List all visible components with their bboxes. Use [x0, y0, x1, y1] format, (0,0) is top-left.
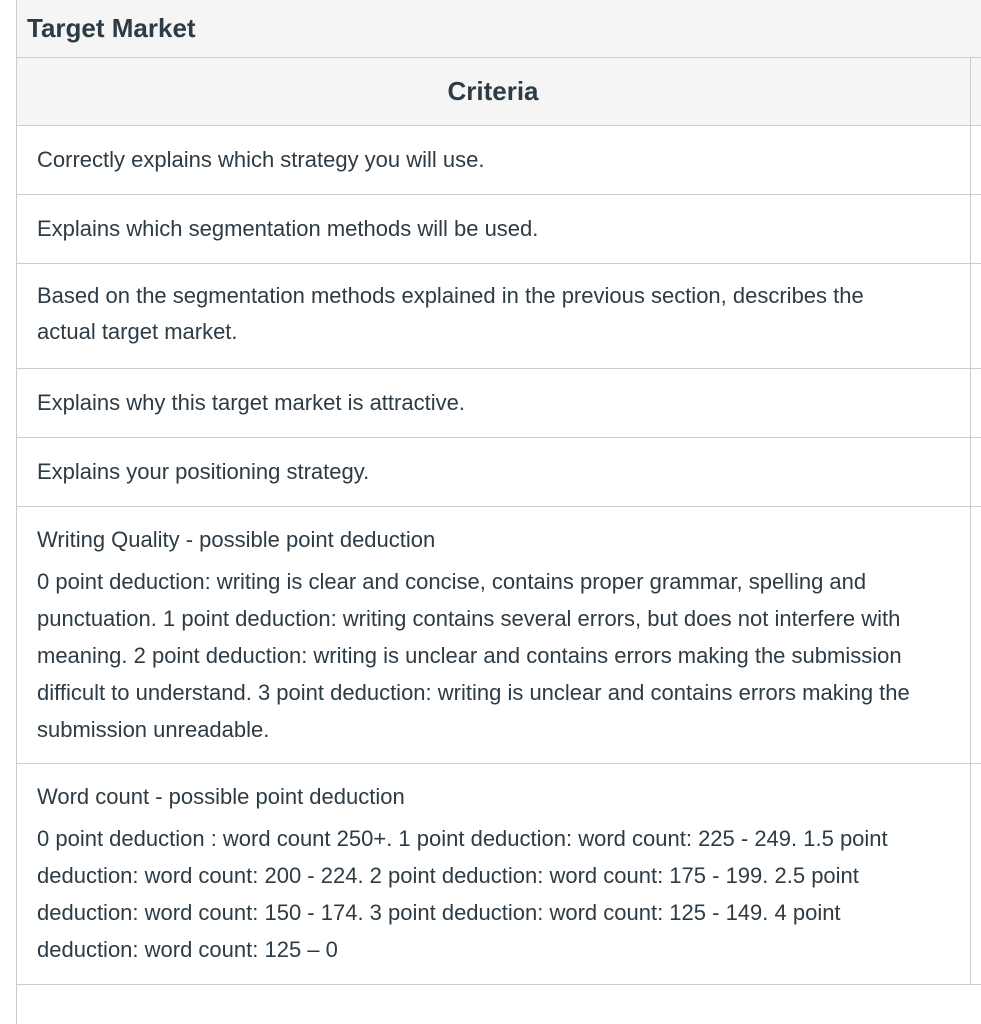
criterion-row-writing-quality [17, 507, 981, 764]
rubric-header-row [17, 58, 981, 126]
criterion-long-description: 0 point deduction : word count 250+. 1 point deduction: word count: 225 - 249. 1.5 point deduction: word count: 200 - 224. 2 point deduction: word count: 175 - 199. 2.5 point deduction: word count: 150 - 174. 3 point deduction: word count: 125 - 149. 4 point deduction: word count: 125 – 0 [37, 826, 888, 962]
criterion-row [17, 126, 981, 195]
criterion-description: Writing Quality - possible point deduction [37, 527, 436, 552]
criterion-description: Word count - possible point deduction [37, 784, 405, 809]
criterion-row [17, 264, 981, 369]
criterion-description: Explains which segmentation methods will be used. [37, 216, 539, 241]
criterion-row-word-count [17, 764, 981, 985]
rubric-footer-row [17, 985, 981, 1024]
rubric-table [16, 58, 981, 1024]
criterion-description: Based on the segmentation methods explained in the previous section, describes the actual target market. [37, 283, 864, 344]
criterion-description: Explains why this target market is attractive. [37, 390, 465, 415]
criterion-description: Correctly explains which strategy you will use. [37, 147, 485, 172]
criteria-column-header: Criteria [447, 76, 539, 106]
criterion-description: Explains your positioning strategy. [37, 459, 370, 484]
criterion-row [17, 369, 981, 438]
criterion-row [17, 438, 981, 507]
criterion-row [17, 195, 981, 264]
criterion-long-description: 0 point deduction: writing is clear and concise, contains proper grammar, spelling and punctuation. 1 point deduction: writing contains several errors, but does not interfere with meaning. 2 point deduction: writing is unclear and contains errors making the submission difficult to understand. 3 point deduction: writing is unclear and contains errors making the submission unreadable. [37, 569, 910, 742]
rubric-title: Target Market [16, 0, 981, 58]
